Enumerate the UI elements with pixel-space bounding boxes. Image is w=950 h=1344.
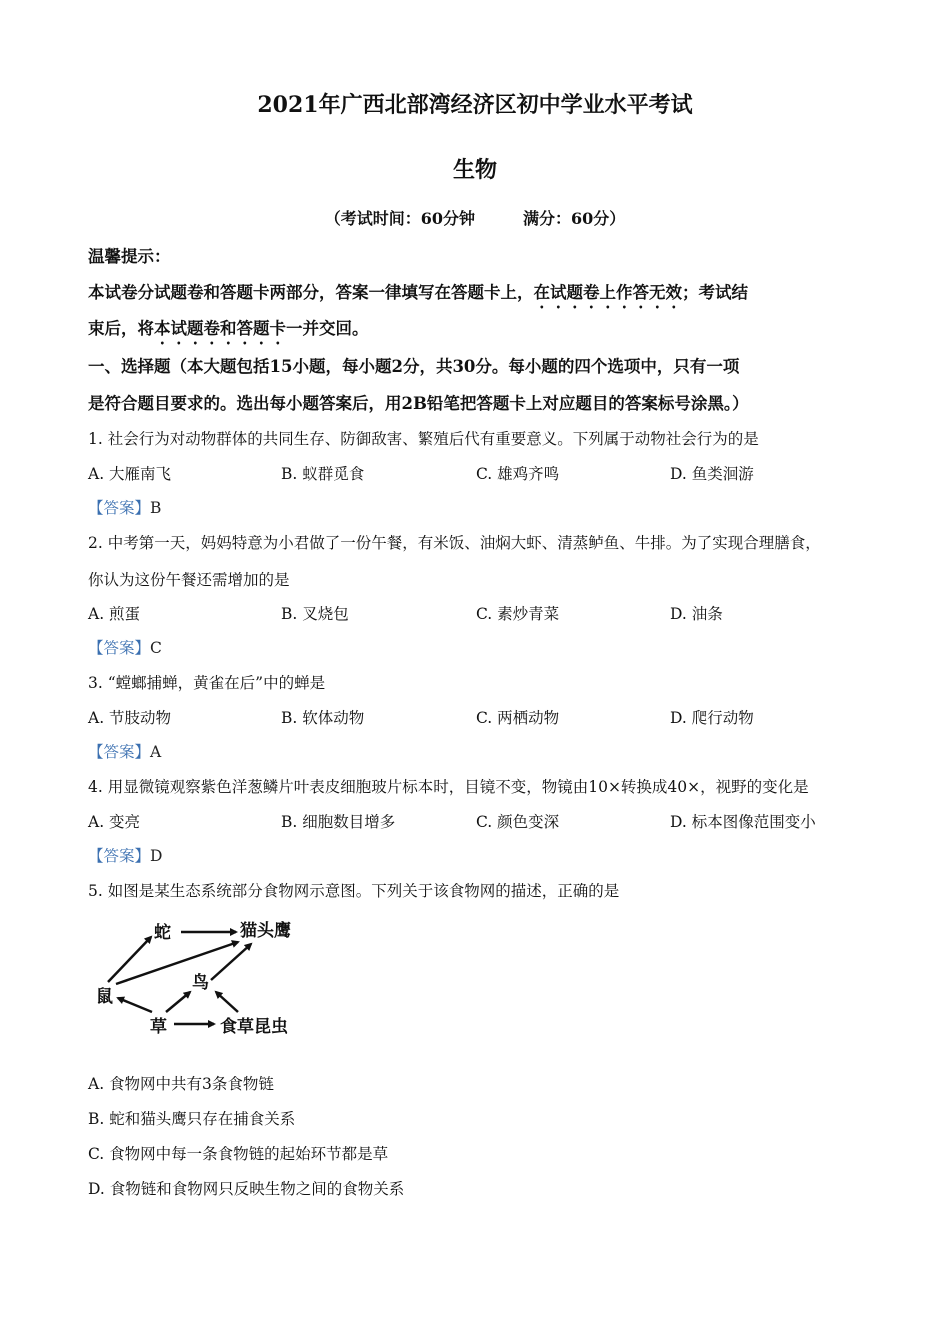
question-3-option-c: C. 两栖动物: [476, 709, 560, 727]
question-2-option-b: B. 叉烧包: [281, 605, 349, 623]
node-bird: 鸟: [192, 973, 209, 993]
question-1-option-b: B. 蚁群觅食: [281, 465, 365, 483]
question-4-option-c: C. 颜色变深: [476, 813, 560, 831]
question-3-answer: 【答案】A: [88, 743, 162, 761]
emphasized-text: 本试题卷和答题卡: [154, 319, 286, 338]
question-4-stem: 4. 用显微镜观察紫色洋葱鳞片叶表皮细胞玻片标本时，目镜不变，物镜由10×转换成40×，视野的变化是: [88, 778, 809, 796]
question-3-option-d: D. 爬行动物: [670, 709, 754, 727]
question-5-option-b: B. 蛇和猫头鹰只存在捕食关系: [88, 1110, 296, 1128]
question-2-option-c: C. 素炒青菜: [476, 605, 560, 623]
notice-line-2: 束后，将本试题卷和答题卡一并交回。: [88, 319, 369, 338]
notice-line-1: 本试卷分试题卷和答题卡两部分，答案一律填写在答题卡上，在试题卷上作答无效；考试结: [88, 283, 748, 302]
time-info: （考试时间：60分钟: [324, 209, 475, 228]
exam-meta: [0, 206, 950, 229]
emphasized-text: 在试题卷上作答无效: [533, 283, 682, 302]
node-insect: 食草昆虫: [220, 1017, 288, 1037]
question-1-option-c: C. 雄鸡齐鸣: [476, 465, 560, 483]
question-5-option-d: D. 食物链和食物网只反映生物之间的食物关系: [88, 1180, 405, 1198]
node-owl: 猫头鹰: [240, 921, 291, 941]
question-3-option-a: A. 节肢动物: [88, 709, 172, 727]
question-5-option-a: A. 食物网中共有3条食物链: [88, 1075, 274, 1093]
food-web-diagram: [86, 912, 316, 1042]
question-1-option-a: A. 大雁南飞: [88, 465, 172, 483]
node-grass: 草: [150, 1017, 167, 1037]
arrow-grass-bird: [166, 992, 190, 1012]
arrow-insect-bird: [216, 992, 238, 1012]
question-3-option-b: B. 软体动物: [281, 709, 365, 727]
question-1-option-d: D. 鱼类洄游: [670, 465, 754, 483]
question-1-stem: 1. 社会行为对动物群体的共同生存、防御敌害、繁殖后代有重要意义。下列属于动物社会行为的是: [88, 430, 759, 448]
question-4-option-b: B. 细胞数目增多: [281, 813, 396, 831]
question-2-answer: 【答案】C: [88, 639, 162, 657]
question-4-answer: 【答案】D: [88, 847, 163, 865]
question-2-option-d: D. 油条: [670, 605, 723, 623]
question-2-option-a: A. 煎蛋: [88, 605, 141, 623]
exam-title: 2021年广西北部湾经济区初中学业水平考试: [257, 92, 693, 118]
notice-heading: 温馨提示：: [88, 247, 171, 266]
exam-subject: 生物: [452, 157, 497, 183]
arrow-grass-mouse: [118, 998, 152, 1012]
section-heading-line-1: 一、选择题（本大题包括15小题，每小题2分，共30分。每小题的四个选项中，只有一项: [88, 357, 740, 376]
question-5-stem: 5. 如图是某生态系统部分食物网示意图。下列关于该食物网的描述，正确的是: [88, 882, 620, 900]
arrow-mouse-owl: [116, 942, 238, 984]
question-3-stem: 3. “螳螂捕蝉，黄雀在后”中的蝉是: [88, 674, 326, 692]
node-mouse: 鼠: [96, 987, 113, 1007]
node-snake: 蛇: [154, 923, 171, 943]
question-1-answer: 【答案】B: [88, 499, 162, 517]
question-4-option-a: A. 变亮: [88, 813, 141, 831]
question-5-option-c: C. 食物网中每一条食物链的起始环节都是草: [88, 1145, 389, 1163]
score-info: 满分：60分）: [523, 209, 626, 228]
question-4-option-d: D. 标本图像范围变小: [670, 813, 816, 831]
question-2-stem-cont: 你认为这份午餐还需增加的是: [88, 571, 290, 589]
question-2-stem: 2. 中考第一天，妈妈特意为小君做了一份午餐，有米饭、油焖大虾、清蒸鲈鱼、牛排。为了实现合理膳食，: [88, 534, 821, 552]
section-heading-line-2: 是符合题目要求的。选出每小题答案后，用2B铅笔把答题卡上对应题目的答案标号涂黑。）: [88, 394, 749, 413]
